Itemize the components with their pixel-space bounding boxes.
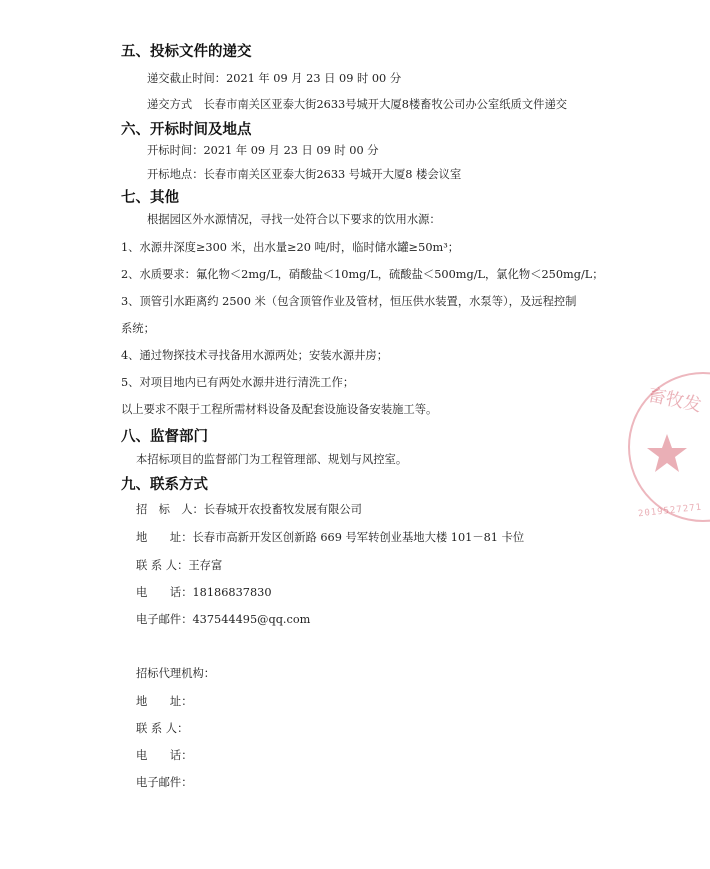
- requirement-item-3: 3、顶管引水距离约 2500 米（包含顶管作业及管材，恒压供水装置，水泵等），及远程控制: [121, 295, 577, 308]
- section-6-heading: 六、开标时间及地点: [121, 122, 252, 138]
- submission-method: 递交方式 长春市南关区亚泰大街2633号城开大厦8楼畜牧公司办公室纸质文件递交: [147, 98, 568, 111]
- tenderer-email: 电子邮件：437544495@qq.com: [136, 613, 311, 626]
- submission-deadline: 递交截止时间：2021 年 09 月 23 日 09 时 00 分: [147, 72, 402, 85]
- requirement-item-5: 5、对项目地内已有两处水源井进行清洗工作；: [121, 376, 355, 389]
- seal-number: 2019527271: [637, 502, 703, 520]
- agency-label: 招标代理机构：: [136, 667, 216, 680]
- requirement-item-2: 2、水质要求：氟化物＜2mg/L，硝酸盐＜10mg/L，硫酸盐＜500mg/L，氯化物＜250mg/L；: [121, 268, 604, 281]
- tenderer-address: 地 址：长春市高新开发区创新路 669 号军转创业基地大楼 101－81 卡位: [136, 531, 525, 544]
- requirement-note: 以上要求不限于工程所需材料设备及配套设施设备安装施工等。: [121, 403, 438, 416]
- section-9-heading: 九、联系方式: [121, 477, 208, 493]
- water-source-intro: 根据园区外水源情况，寻找一处符合以下要求的饮用水源：: [147, 213, 441, 226]
- requirement-item-1: 1、水源井深度≥300 米，出水量≥20 吨/时，临时储水罐≥50m³；: [121, 241, 460, 254]
- opening-place: 开标地点：长春市南关区亚泰大街2633 号城开大厦8 楼会议室: [147, 168, 462, 181]
- section-8-heading: 八、监督部门: [121, 429, 208, 445]
- agency-phone: 电 话：: [136, 749, 193, 762]
- company-seal: [628, 372, 710, 522]
- seal-star-icon: [645, 432, 689, 476]
- requirement-item-3-cont: 系统；: [121, 322, 155, 335]
- tenderer-contact: 联 系 人：王存富: [136, 559, 223, 572]
- opening-time: 开标时间：2021 年 09 月 23 日 09 时 00 分: [147, 144, 379, 157]
- tenderer: 招 标 人：长春城开农投畜牧发展有限公司: [136, 503, 362, 516]
- seal-text: 畜牧发: [646, 384, 704, 417]
- section-7-heading: 七、其他: [121, 190, 179, 206]
- tenderer-phone: 电 话：18186837830: [136, 586, 272, 599]
- supervision-text: 本招标项目的监督部门为工程管理部、规划与风控室。: [136, 453, 408, 466]
- requirement-item-4: 4、通过物探技术寻找备用水源两处；安装水源井房；: [121, 349, 389, 362]
- section-5-heading: 五、投标文件的递交: [121, 44, 252, 60]
- agency-email: 电子邮件：: [136, 776, 193, 789]
- agency-address: 地 址：: [136, 695, 193, 708]
- agency-contact: 联 系 人：: [136, 722, 189, 735]
